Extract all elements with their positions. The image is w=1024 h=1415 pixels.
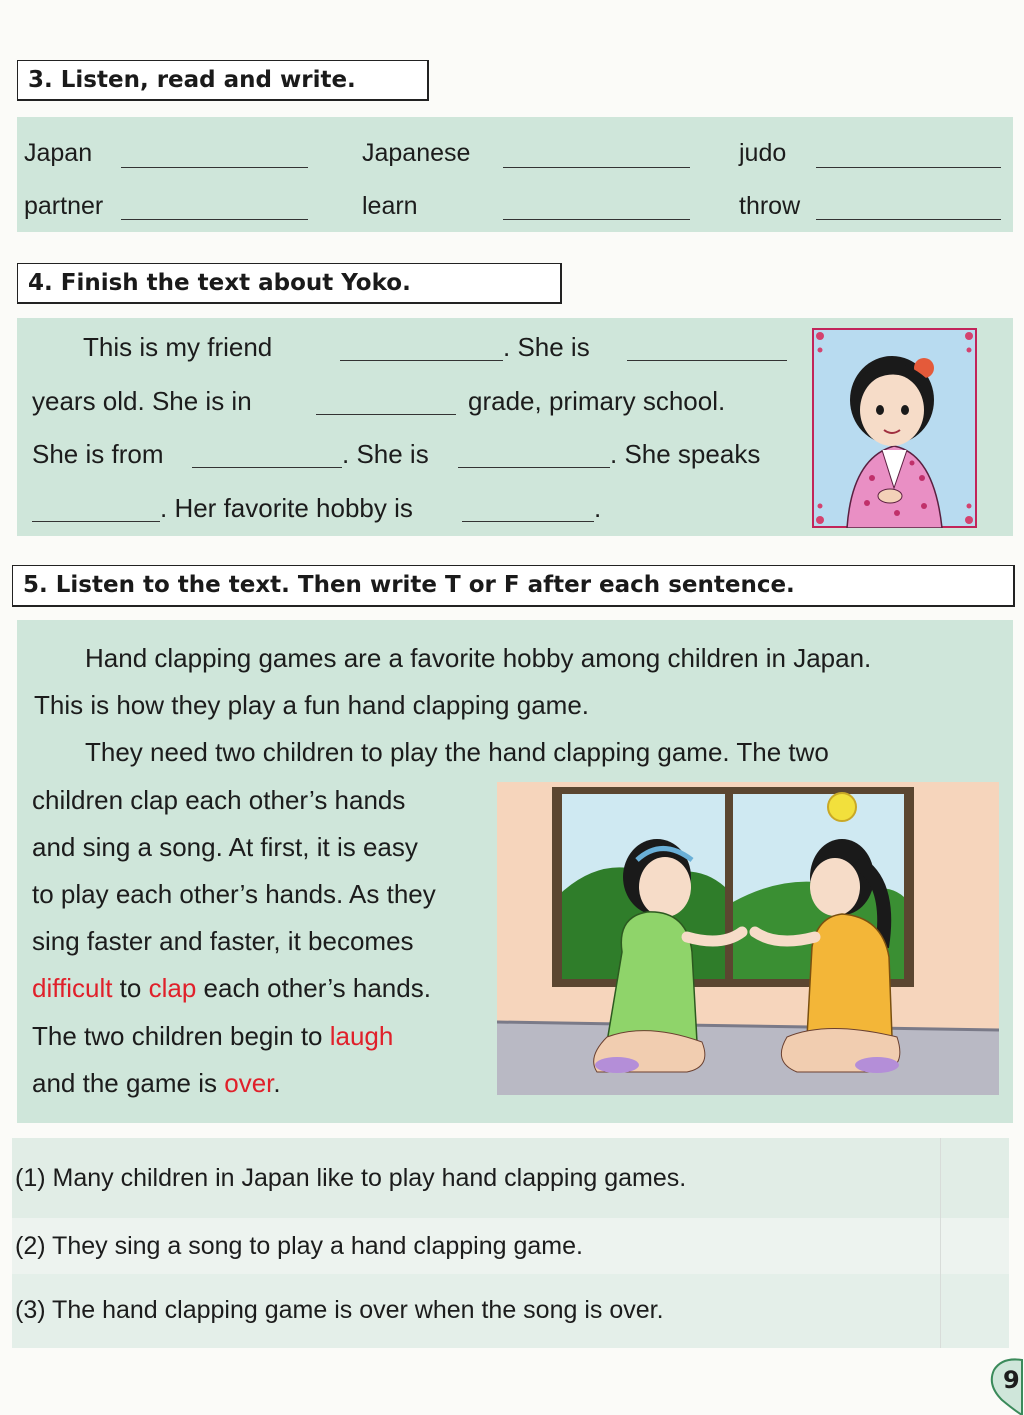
yoko-line-3c: . She speaks	[610, 439, 761, 469]
page-number: 9	[1003, 1366, 1020, 1394]
blank-japan[interactable]	[121, 167, 308, 168]
yoko-line-4b: .	[594, 493, 602, 523]
keyword-over: over	[224, 1068, 274, 1098]
keyword-clap: clap	[148, 973, 197, 1003]
statement-row-2	[12, 1218, 1009, 1274]
yoko-line-1a: This is my friend	[83, 332, 273, 362]
yoko-line-3b: . She is	[342, 439, 429, 469]
word-partner: partner	[24, 192, 104, 220]
blank-age[interactable]	[627, 360, 787, 361]
blank-judo[interactable]	[816, 167, 1001, 168]
true-false-statements	[12, 1138, 1009, 1348]
keyword-difficult: difficult	[32, 973, 113, 1003]
story-line-3: They need two children to play the hand clapping game. The two	[85, 737, 829, 767]
blank-hobby[interactable]	[462, 521, 594, 522]
keyword-laugh: laugh	[329, 1021, 394, 1051]
statement-row-1	[12, 1138, 1009, 1218]
statement-1: (1) Many children in Japan like to play hand clapping games.	[15, 1164, 687, 1192]
story-line-2: This is how they play a fun hand clapping game.	[34, 690, 590, 720]
word-learn: learn	[362, 192, 418, 220]
blank-nationality[interactable]	[458, 467, 610, 468]
story-line-8: difficult to clap each other’s hands.	[32, 973, 431, 1003]
blank-friend-name[interactable]	[340, 360, 503, 361]
story-line-4: children clap each other’s hands	[32, 785, 406, 815]
exercise-3-panel	[17, 117, 1013, 232]
word-japan: Japan	[24, 139, 93, 167]
answer-column[interactable]	[940, 1138, 1008, 1348]
word-judo: judo	[739, 139, 787, 167]
yoko-line-4a: . Her favorite hobby is	[160, 493, 413, 523]
exercise-5-heading: 5. Listen to the text. Then write T or F after each sentence.	[12, 565, 1015, 607]
story-line-7: sing faster and faster, it becomes	[32, 926, 414, 956]
yoko-line-2a: years old. She is in	[32, 386, 252, 416]
blank-throw[interactable]	[816, 219, 1001, 220]
story-line-10: and the game is over.	[32, 1068, 281, 1098]
exercise-4-heading: 4. Finish the text about Yoko.	[17, 263, 562, 304]
statement-2: (2) They sing a song to play a hand clapping game.	[15, 1232, 583, 1260]
hand-clapping-illustration	[497, 782, 999, 1095]
word-throw: throw	[739, 192, 801, 220]
statement-3: (3) The hand clapping game is over when the song is over.	[15, 1296, 664, 1324]
blank-japanese[interactable]	[503, 167, 690, 168]
blank-grade[interactable]	[316, 414, 456, 415]
blank-language[interactable]	[32, 521, 160, 522]
yoko-portrait	[812, 328, 977, 528]
yoko-line-1b: . She is	[503, 332, 590, 362]
blank-learn[interactable]	[503, 219, 690, 220]
yoko-line-2b: grade, primary school.	[468, 386, 726, 416]
story-line-5: and sing a song. At first, it is easy	[32, 832, 418, 862]
word-japanese: Japanese	[362, 139, 471, 167]
story-line-6: to play each other’s hands. As they	[32, 879, 436, 909]
yoko-line-3a: She is from	[32, 439, 164, 469]
story-line-1: Hand clapping games are a favorite hobby among children in Japan.	[85, 643, 872, 673]
statement-row-3	[12, 1274, 1009, 1348]
exercise-3-heading: 3. Listen, read and write.	[17, 60, 429, 101]
blank-partner[interactable]	[121, 219, 308, 220]
blank-from[interactable]	[192, 467, 342, 468]
story-line-9: The two children begin to laugh	[32, 1021, 394, 1051]
